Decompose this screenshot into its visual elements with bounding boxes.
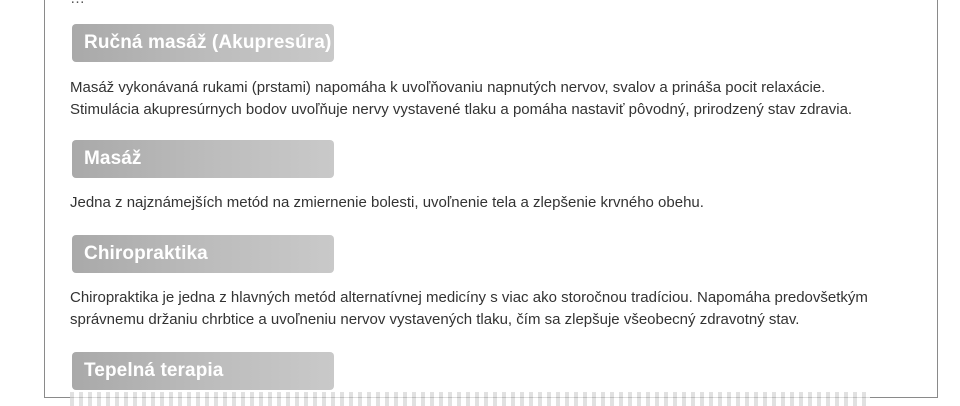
body-line: Stimulácia akupresúrnych bodov uvoľňuje nervy vystavené tlaku a pomáha nastaviť pôvodný, prirodzený stav zdravia.	[70, 101, 853, 118]
section-header-masaz: Masáž	[72, 140, 334, 178]
cut-off-text	[70, 0, 85, 7]
section-header-rucna-masaz: Ručná masáž (Akupresúra)	[72, 24, 334, 62]
section-body-chiropraktika	[70, 287, 900, 331]
body-line: Jedna z najznámejších metód na zmiernenie bolesti, uvoľnenie tela a zlepšenie krvného obehu.	[70, 194, 704, 211]
section-header-chiropraktika: Chiropraktika	[72, 235, 334, 273]
body-line: Masáž vykonávaná rukami (prstami) napomáha k uvoľňovaniu napnutých nervov, svalov a prináša pocit relaxácie.	[70, 79, 826, 96]
section-body-masaz	[70, 192, 900, 214]
section-header-tepelna-terapia: Tepelná terapia	[72, 352, 334, 390]
section-body-rucna-masaz	[70, 77, 900, 121]
body-line: správnemu držaniu chrbtice a uvoľneniu nervov vystavených tlaku, čím sa zlepšuje všeobecný zdravotný stav.	[70, 311, 800, 328]
body-line: Chiropraktika je jedna z hlavných metód alternatívnej medicíny s viac ako storočnou tradíciou. Napomáha predovšetkým	[70, 289, 868, 306]
